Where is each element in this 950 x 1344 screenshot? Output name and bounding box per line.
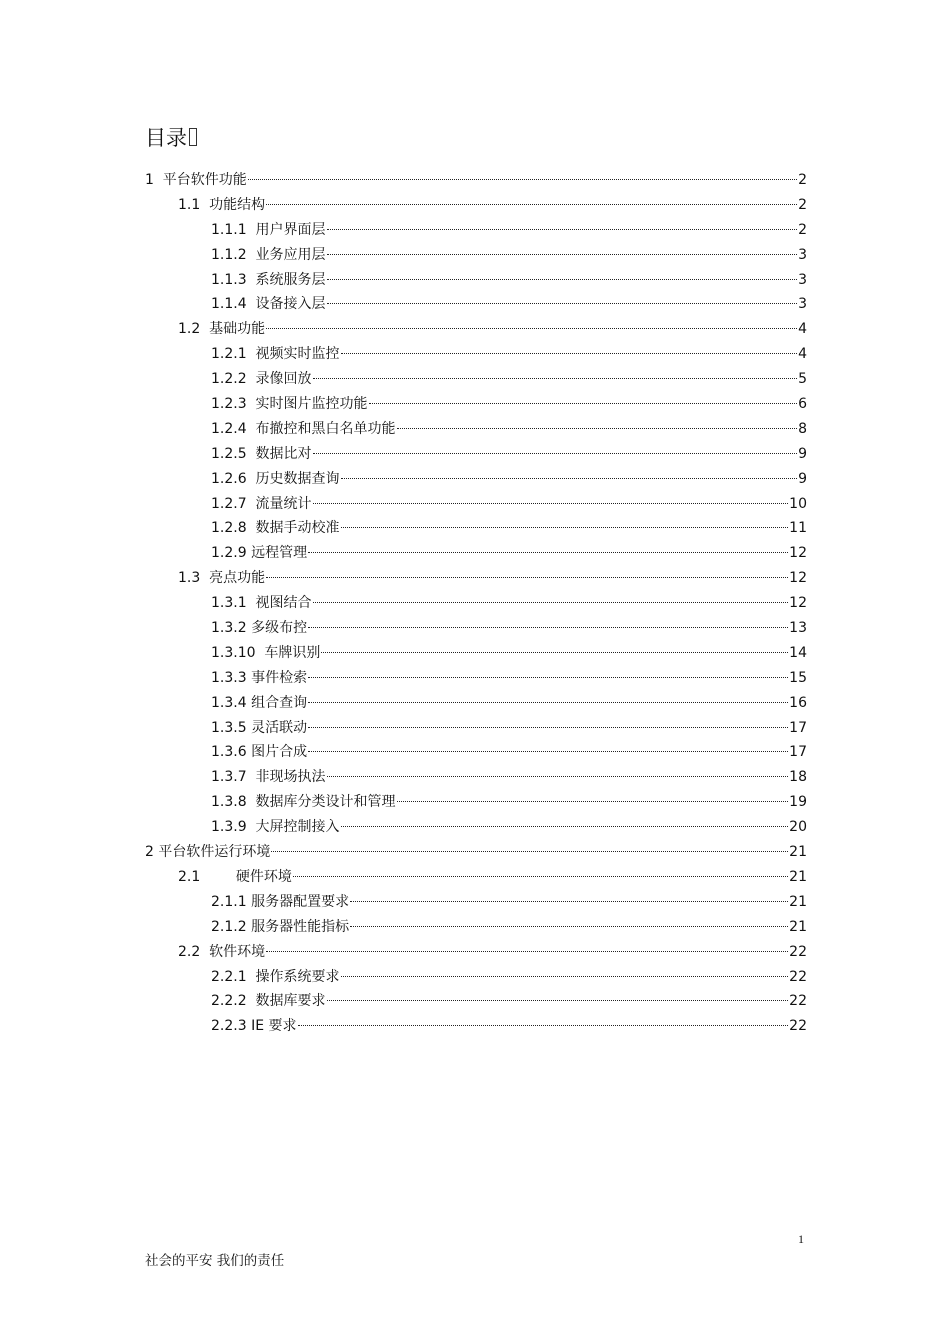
toc-entry[interactable] xyxy=(145,492,807,517)
toc-entry-label: 1.3.4 组合查询 xyxy=(211,694,308,711)
toc-leader-dots xyxy=(341,527,789,528)
toc-entry-page: 8 xyxy=(798,420,807,437)
toc-entry-page: 12 xyxy=(789,595,807,612)
toc-leader-dots xyxy=(397,428,798,429)
toc-leader-dots xyxy=(271,851,788,852)
toc-entry[interactable] xyxy=(145,392,807,417)
toc-leader-dots xyxy=(341,976,789,977)
toc-entry[interactable] xyxy=(145,243,807,268)
toc-entry-label: 1.2.9 远程管理 xyxy=(211,545,308,562)
toc-leader-dots xyxy=(350,926,788,927)
toc-leader-dots xyxy=(341,353,798,354)
toc-entry-page: 22 xyxy=(789,968,807,985)
toc-entry-label: 2 平台软件运行环境 xyxy=(145,844,271,861)
toc-leader-dots xyxy=(327,279,798,280)
toc-entry-label: 1.2.6 历史数据查询 xyxy=(211,470,340,487)
toc-entry-label: 1.3.5 灵活联动 xyxy=(211,719,308,736)
toc-entry[interactable] xyxy=(145,691,807,716)
toc-leader-dots xyxy=(266,577,788,578)
toc-entry[interactable] xyxy=(145,591,807,616)
toc-entry[interactable] xyxy=(145,292,807,317)
toc-entry-label: 1.2.5 数据比对 xyxy=(211,445,312,462)
page-number: 1 xyxy=(798,1232,804,1246)
toc-leader-dots xyxy=(327,303,798,304)
toc-entry-page: 4 xyxy=(798,321,807,338)
toc-entry-label: 1.1.3 系统服务层 xyxy=(211,271,326,288)
toc-entry[interactable] xyxy=(145,865,807,890)
toc-entry[interactable] xyxy=(145,218,807,243)
toc-entry-page: 14 xyxy=(789,644,807,661)
toc-entry-page: 21 xyxy=(789,918,807,935)
toc-entry-page: 2 xyxy=(798,196,807,213)
toc-entry[interactable] xyxy=(145,467,807,492)
toc-entry[interactable] xyxy=(145,268,807,293)
toc-leader-dots xyxy=(308,627,788,628)
toc-entry[interactable] xyxy=(145,666,807,691)
toc-entry-page: 3 xyxy=(798,296,807,313)
toc-entry-label: 1.3.7 非现场执法 xyxy=(211,769,326,786)
toc-leader-dots xyxy=(298,1025,789,1026)
toc-entry-label: 1.3.3 事件检索 xyxy=(211,669,308,686)
toc-entry-label: 1.1.1 用户界面层 xyxy=(211,221,326,238)
toc-entry-label: 1.2.3 实时图片监控功能 xyxy=(211,396,368,413)
toc-entry[interactable] xyxy=(145,890,807,915)
toc-entry-page: 17 xyxy=(789,719,807,736)
toc-leader-dots xyxy=(266,204,797,205)
toc-entry[interactable] xyxy=(145,641,807,666)
toc-entry-page: 22 xyxy=(789,1018,807,1035)
toc-entry-label: 1.1.4 设备接入层 xyxy=(211,296,326,313)
toc-entry-page: 3 xyxy=(798,271,807,288)
toc-entry-label: 1.2.1 视频实时监控 xyxy=(211,346,340,363)
toc-entry-label: 1.2 基础功能 xyxy=(178,321,266,338)
toc-leader-dots xyxy=(341,826,789,827)
toc-entry[interactable] xyxy=(145,716,807,741)
toc-leader-dots xyxy=(248,179,797,180)
toc-entry-label: 1.3.10 车牌识别 xyxy=(211,644,321,661)
toc-title-text: 目录 xyxy=(145,126,187,150)
toc-entry-page: 15 xyxy=(789,669,807,686)
toc-entry-page: 10 xyxy=(789,495,807,512)
toc-entry-label: 1 平台软件功能 xyxy=(145,172,247,188)
toc-entry-label: 2.2.3 IE 要求 xyxy=(211,1018,297,1035)
page-footer: 社会的平安 我们的责任 xyxy=(145,1253,285,1269)
toc-leader-dots xyxy=(308,727,788,728)
toc-entry-label: 1.3.8 数据库分类设计和管理 xyxy=(211,794,396,811)
toc-leader-dots xyxy=(313,453,798,454)
toc-entry-page: 2 xyxy=(798,172,807,188)
toc-entry-page: 20 xyxy=(789,819,807,836)
toc-entry-label: 2.2.2 数据库要求 xyxy=(211,993,326,1010)
toc-entry[interactable] xyxy=(145,740,807,765)
toc-entry-page: 6 xyxy=(798,396,807,413)
toc-entry[interactable] xyxy=(145,790,807,815)
toc-entry[interactable] xyxy=(145,915,807,940)
toc-leader-dots xyxy=(341,478,798,479)
toc-entry[interactable] xyxy=(145,566,807,591)
toc-entry-page: 21 xyxy=(789,844,807,861)
toc-entry[interactable] xyxy=(145,193,807,218)
toc-entry-label: 2.2.1 操作系统要求 xyxy=(211,968,340,985)
toc-entry[interactable] xyxy=(145,168,807,193)
toc-leader-dots xyxy=(327,776,789,777)
toc-entry[interactable] xyxy=(145,442,807,467)
toc-leader-dots xyxy=(308,677,788,678)
toc-leader-dots xyxy=(313,378,798,379)
toc-leader-dots xyxy=(313,503,789,504)
toc-entry[interactable] xyxy=(145,940,807,965)
toc-entry-label: 1.3.6 图片合成 xyxy=(211,744,308,761)
toc-entry-page: 19 xyxy=(789,794,807,811)
toc-entry-label: 1.1.2 业务应用层 xyxy=(211,246,326,263)
toc-entry-page: 22 xyxy=(789,943,807,960)
toc-entry-label: 1.3.1 视图结合 xyxy=(211,595,312,612)
toc-entry-label: 2.1 硬件环境 xyxy=(178,868,292,885)
toc-entry-page: 9 xyxy=(798,470,807,487)
toc-entry[interactable] xyxy=(145,342,807,367)
toc-entry-page: 3 xyxy=(798,246,807,263)
toc-leader-dots xyxy=(313,602,789,603)
toc-entry-page: 4 xyxy=(798,346,807,363)
toc-entry[interactable] xyxy=(145,840,807,865)
toc-entry-label: 2.1.2 服务器性能指标 xyxy=(211,918,350,935)
placeholder-glyph-icon xyxy=(189,128,197,146)
toc-leader-dots xyxy=(327,254,798,255)
table-of-contents xyxy=(145,168,807,1039)
toc-leader-dots xyxy=(293,876,788,877)
toc-title xyxy=(145,122,197,152)
toc-leader-dots xyxy=(308,702,788,703)
toc-entry-label: 1.2.2 录像回放 xyxy=(211,371,312,388)
toc-entry[interactable] xyxy=(145,965,807,990)
toc-leader-dots xyxy=(397,801,789,802)
toc-entry[interactable] xyxy=(145,815,807,840)
toc-entry-page: 17 xyxy=(789,744,807,761)
toc-leader-dots xyxy=(321,652,788,653)
toc-entry-label: 1.3.2 多级布控 xyxy=(211,620,308,637)
toc-entry-page: 21 xyxy=(789,868,807,885)
toc-entry-page: 11 xyxy=(789,520,807,537)
toc-entry-page: 21 xyxy=(789,893,807,910)
toc-entry[interactable] xyxy=(145,516,807,541)
toc-entry[interactable] xyxy=(145,541,807,566)
toc-leader-dots xyxy=(350,901,788,902)
toc-entry-label: 1.3 亮点功能 xyxy=(178,570,266,587)
toc-entry-page: 22 xyxy=(789,993,807,1010)
toc-entry[interactable] xyxy=(145,1014,807,1039)
toc-leader-dots xyxy=(327,229,798,230)
toc-leader-dots xyxy=(308,751,788,752)
toc-entry-page: 9 xyxy=(798,445,807,462)
toc-entry-page: 12 xyxy=(789,545,807,562)
toc-entry-label: 1.2.7 流量统计 xyxy=(211,495,312,512)
toc-entry-label: 2.1.1 服务器配置要求 xyxy=(211,893,350,910)
toc-entry[interactable] xyxy=(145,989,807,1014)
toc-entry[interactable] xyxy=(145,317,807,342)
toc-leader-dots xyxy=(327,1000,789,1001)
toc-leader-dots xyxy=(266,951,788,952)
toc-entry[interactable] xyxy=(145,417,807,442)
toc-leader-dots xyxy=(369,403,798,404)
toc-entry-label: 1.1 功能结构 xyxy=(178,196,266,213)
toc-entry-page: 2 xyxy=(798,221,807,238)
toc-entry[interactable] xyxy=(145,616,807,641)
toc-leader-dots xyxy=(266,328,797,329)
toc-entry-page: 18 xyxy=(789,769,807,786)
toc-entry-page: 16 xyxy=(789,694,807,711)
toc-entry-page: 12 xyxy=(789,570,807,587)
toc-entry[interactable] xyxy=(145,765,807,790)
toc-entry-page: 5 xyxy=(798,371,807,388)
toc-entry[interactable] xyxy=(145,367,807,392)
toc-entry-label: 2.2 软件环境 xyxy=(178,943,266,960)
toc-entry-page: 13 xyxy=(789,620,807,637)
toc-entry-label: 1.2.8 数据手动校准 xyxy=(211,520,340,537)
toc-entry-label: 1.2.4 布撤控和黑白名单功能 xyxy=(211,420,396,437)
toc-entry-label: 1.3.9 大屏控制接入 xyxy=(211,819,340,836)
toc-leader-dots xyxy=(308,552,788,553)
